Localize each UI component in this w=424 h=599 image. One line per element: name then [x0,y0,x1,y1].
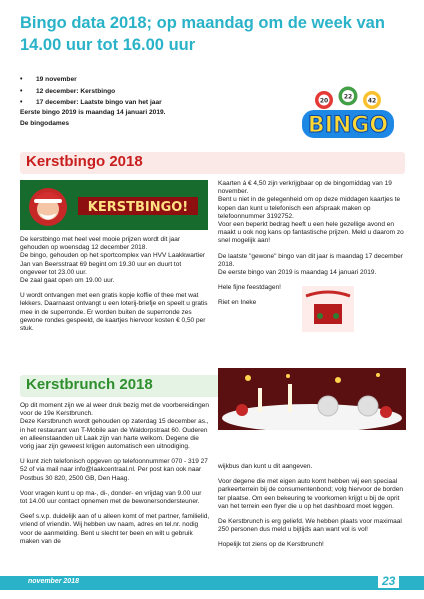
paragraph: U kunt zich telefonisch opgeven op telefoonnummer 070 - 319 27 52 of via mail naar info@laakcentraal.nl. Per post kan ook naar Postbus 30 820, 2500 GB, Den Haag. [20,458,208,482]
kerstbingo-banner-text: KERSTBINGO! [87,200,189,215]
page-number: 23 [378,574,399,588]
kerstbingo-small-image [302,286,354,332]
paragraph: Deze Kerstbrunch wordt gehouden op zaterdag 15 december as., in het restaurant van T-Mobile aan de Waldorpstraat 60. Ouderen en alleenstaanden uit Laak zijn van harte welkom. Degene die vorig jaar zijn geweest krijgen automatisch een uitnodiging. [20,418,209,451]
paragraph: Voor vragen kunt u op ma-, di-, donder- en vrijdag van 9.00 uur tot 14.00 uur contact opnemen met de bewonersondersteuner. [20,489,202,506]
paragraph: De kerstbingo met heel veel mooie prijzen wordt dit jaar gehouden op woensdag 12 december 2018. [20,236,181,252]
paragraph: Hopelijk tot ziens op de Kerstbrunch! [218,541,324,549]
bingo-ball-number: 22 [343,93,353,101]
date-item: • 19 november [20,74,230,86]
footer-month: november 2018 [28,578,79,585]
date-item: • 12 december: Kerstbingo [20,86,230,98]
paragraph: De Kerstbrunch is erg geliefd. We hebben plaats voor maximaal 250 personen dus meld u bijtijds aan want vol is vol! [218,518,402,534]
kerstbingo-banner [20,180,208,230]
paragraph: Kaarten á € 4,50 zijn verkrijgbaar op de bingomiddag van 19 november. [218,180,392,196]
paragraph: Geef s.v.p. duidelijk aan of u alleen komt of met partner, familielid, vriend of vriendin. Wij hebben uw naam, adres en tel.nr. nodig voor de aanmelding. Bent u slecht ter been en wilt u gebruik maken van de [20,513,210,545]
paragraph: Hele fijne feestdagen! [218,284,281,292]
sign-off: De bingodames [20,120,70,127]
paragraph: De bingo, gehouden op het sportcomplex van HVV Laakkwartier Jan van Beersstraat 69 begint om 19.30 uur en duurt tot ongeveer tot 23.00 uur. [20,252,205,276]
section-heading: Kerstbingo 2018 [26,153,143,170]
bingo-dates-list [20,74,230,109]
paragraph: Riet en Ineke [218,299,257,307]
bingo-ball-number: 20 [319,97,329,105]
paragraph: De eerste bingo van 2019 is maandag 14 januari 2019. [218,269,377,277]
paragraph: U wordt ontvangen met een gratis kopje koffie of thee met wat lekkers. Daarnaast ontvangt u een loterij-briefje en speelt u gratis mee in de superronde. Er worden buiten de superronde zes gewone rondes gespeeld, de kaartjes hiervoor kosten € 0,50 per stuk. [20,292,208,333]
kerstbingo-heading-bar [20,152,405,174]
paragraph: Voor degene die met eigen auto komt hebben wij een speciaal parkeerterrein bij de consumentenbond; volg hiervoor de borden ter plaatse. Om een bekeuring te voorkomen krijgt u bij de oprit van het terrein een flyer die u op het dashboard moet leggen. [218,478,404,510]
paragraph: De laatste "gewone" bingo van dit jaar is maandag 17 december 2018. [218,252,403,268]
section-heading: Kerstbrunch 2018 [26,376,153,393]
paragraph: De zaal gaat open om 19.00 uur. [20,277,115,285]
first-bingo-note: Eerste bingo 2019 is maandag 14 januari 2019. [20,109,166,116]
bingo-logo [296,86,400,142]
bingo-logo-text: BINGO [307,113,389,138]
page-title: Bingo data 2018; op maandag om de week van 14.00 uur tot 16.00 uur [20,14,385,54]
kerstbingo-left-column [20,236,210,340]
date-item: • 17 december: Laatste bingo van het jaar [20,97,230,109]
bingo-ball-number: 42 [367,97,377,105]
kerstbrunch-right-column [218,463,406,557]
kerstbrunch-left-column [20,402,210,553]
paragraph: Voor een beperkt bedrag heeft u een hele gezellige avond en maakt u ook nog kans op fantastische prijzen. Meld u daarom zo snel mogelijk aan! [218,221,404,245]
paragraph: wijkbus dan kunt u dit aangeven. [218,463,313,470]
paragraph: Bent u niet in de gelegenheid om op deze middagen kaartjes te kopen dan kunt u telefonisch een afspraak maken op telefoonnummer 3192752. [218,196,401,220]
kerstbrunch-photo [218,368,406,430]
paragraph: Op dit moment zijn we al weer druk bezig met de voorbereidingen voor de 19e Kerstbrunch. [20,402,209,418]
